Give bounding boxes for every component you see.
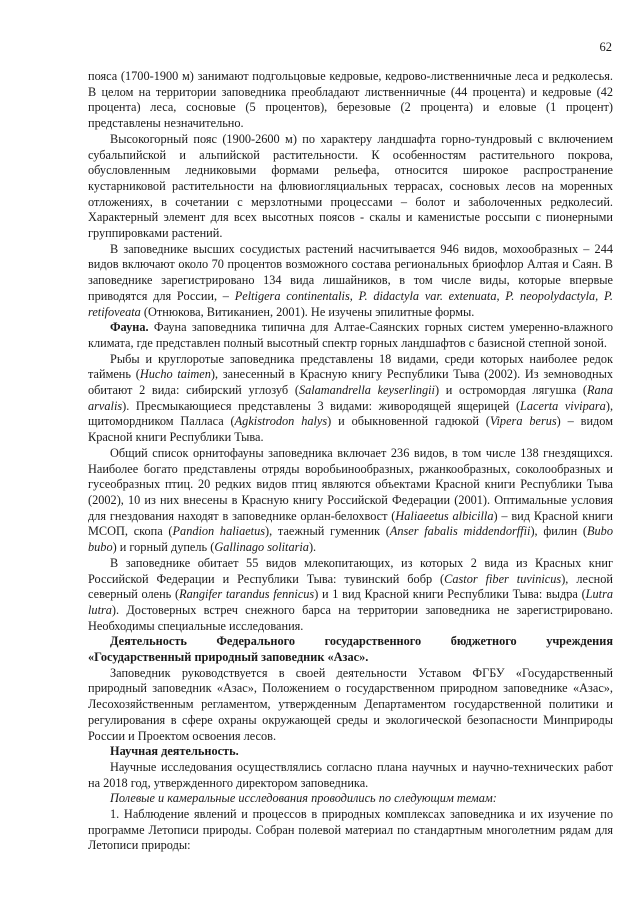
- text-run: ). Пресмыкающиеся представлены 3 видами: живородящей ящерицей (: [122, 398, 521, 413]
- text-run: ), щитомордником Палласа (: [88, 398, 614, 429]
- italic-text: Salamandrella keyserlingii: [298, 383, 435, 398]
- text-run: Деятельность Федерального государственного бюджетного учреждения «Государственный природный заповедник «Азас».: [88, 634, 613, 665]
- body-text: [88, 69, 613, 854]
- italic-text: Lacerta vivipara: [520, 398, 606, 413]
- italic-text: Hucho taimen: [139, 367, 211, 382]
- text-run: Рыбы и круглоротые заповедника представлены 18 видами, среди которых наиболее редок таймень (: [88, 351, 613, 382]
- page-number: 62: [599, 40, 612, 54]
- text-run: Заповедник руководствуется в своей деятельности Уставом ФГБУ «Государственный природный заповедник «Азас», Положением о государственном природном заповеднике «Азас», Лесохозяйственным регламентом, утвержденным Департаментом государственной политики и регулирования в сфере охраны окружающей среды и экологической безопасности Минприроды России и Проектом освоения лесов.: [88, 665, 613, 743]
- italic-text: Pandion haliaetus: [172, 524, 266, 539]
- text-run: ) – вид Красной книги МСОП, скопа (: [88, 508, 613, 539]
- paragraph: [88, 352, 613, 446]
- italic-text: Vipera berus: [489, 414, 557, 429]
- paragraph: [88, 556, 613, 635]
- paragraph: [88, 69, 613, 132]
- text-run: ), таежный гуменник (: [265, 524, 390, 539]
- text-run: 1. Наблюдение явлений и процессов в природных комплексах заповедника и их изучение по программе Летописи природы. Собран полевой материал по стандартным многолетним рядам для Летописи природы:: [88, 807, 613, 853]
- text-run: Научная деятельность.: [110, 744, 239, 759]
- italic-text: Bubo bubo: [88, 524, 613, 555]
- italic-text: Anser fabalis middendorffii: [389, 524, 531, 539]
- text-run: ) и горный дупель (: [112, 540, 215, 555]
- section-heading: [88, 634, 613, 665]
- text-run: ) и 1 вид Красной книги Республики Тыва: выдра (: [314, 587, 586, 602]
- text-run: ). Достоверных встреч снежного барса на территории заповедника не зарегистрировано. Необходимы специальные исследования.: [88, 602, 613, 633]
- paragraph: [88, 760, 613, 791]
- paragraph: [88, 242, 613, 321]
- text-run: Общий список орнитофауны заповедника включает 236 видов, в том числе 138 гнездящихся. Наиболее богато представлены отряды воробьинообразных, ржанкообразных, соколообразных и гусеобразных птиц. 20 редких видов птиц являются объектами Красной книги Республики Тыва (2002), 10 из них внесены в Красную книгу Российской Федерации (2001). Оптимальные условия для гнездования находят в заповеднике орлан-белохвост (: [88, 445, 613, 523]
- paragraph: [88, 666, 613, 745]
- italic-text: Rana arvalis: [88, 383, 613, 413]
- italic-text: Lutra lutra: [88, 587, 614, 617]
- text-run: Фауна заповедника типична для Алтае-Саянских горных систем умеренно-влажного климата, где представлен полный высотный спектр горных ландшафтов с базисной степной зоной.: [88, 320, 613, 350]
- text-run: В заповеднике обитает 55 видов млекопитающих, из которых 2 вида из Красных книг Российской Федерации и Республики Тыва: тувинский бобр (: [88, 555, 613, 586]
- italic-text: Peltigera continentalis, P. didactyla var. extenuata, P. neopolydactyla, P. retifoveata: [88, 288, 613, 319]
- section-heading: [88, 744, 613, 760]
- text-run: Высокогорный пояс (1900-2600 м) по характеру ландшафта горно-тундровый с включением субальпийской и альпийской растительности. К особенностям растительного покрова, обусловленным ледниковыми формами рельефа, относится широкое распространение кустарниковой растительности на флювиогляциальных террасах, сосновых лесов на моренных отложениях, в сочетании с мерзлотными процессами – болот и заболоченных редколесий. Характерный элемент для всех высотных поясов - скалы и каменистые россыпи с пионерными группировками растений.: [88, 131, 613, 241]
- text-run: Полевые и камеральные исследования проводились по следующим темам:: [110, 791, 497, 806]
- italic-text: Gallinago solitaria: [214, 540, 309, 555]
- paragraph: [88, 132, 613, 242]
- paragraph: [88, 446, 613, 556]
- subsection-subtitle: [88, 791, 613, 807]
- text-run: Научные исследования осуществлялись согласно плана научных и научно-технических работ на 2018 год, утвержденного директором заповедника.: [88, 759, 613, 790]
- italic-text: Agkistrodon halys: [234, 414, 328, 429]
- paragraph: [88, 807, 613, 854]
- text-run: пояса (1700-1900 м) занимают подгольцовые кедровые, кедрово-лиственничные леса и редколесья. В целом на территории заповедника преобладают лиственничные (44 процента) и кедровые (42 процента) леса, сосновые (5 процентов), березовые (2 процента) и еловые (1 процент) представлены незначительно.: [88, 69, 613, 131]
- text-run: ) и остромордая лягушка (: [434, 383, 588, 398]
- bold-text: Фауна.: [110, 320, 149, 335]
- text-run: ) – видом Красной книги Республики Тыва.: [88, 414, 614, 445]
- text-run: ).: [308, 540, 317, 555]
- italic-text: Castor fiber tuvinicus: [444, 571, 562, 586]
- text-run: В заповеднике высших сосудистых растений насчитывается 946 видов, мохообразных – 244 видов включают около 70 процентов возможного состава региональных бриофлор Алтая и Саян. В заповеднике зарегистрировано 134 вида лишайников, в том числе виды, которые впервые приводятся для России, –: [88, 241, 613, 303]
- text-run: ), лесной северный олень (: [88, 571, 613, 602]
- italic-text: Haliaeetus albicilla: [395, 508, 494, 523]
- text-run: ), занесенный в Красную книгу Республики Тыва (2002). Из земноводных обитают 2 вида: сибирский углозуб (: [88, 367, 613, 398]
- italic-text: Rangifer tarandus fennicus: [179, 587, 315, 602]
- paragraph: [88, 320, 613, 351]
- text-run: ), филин (: [530, 524, 588, 539]
- text-run: (Отнюкова, Витиканиен, 2001). Не изучены эпилитные формы.: [140, 304, 475, 319]
- text-run: ) и обыкновенной гадюкой (: [327, 414, 490, 429]
